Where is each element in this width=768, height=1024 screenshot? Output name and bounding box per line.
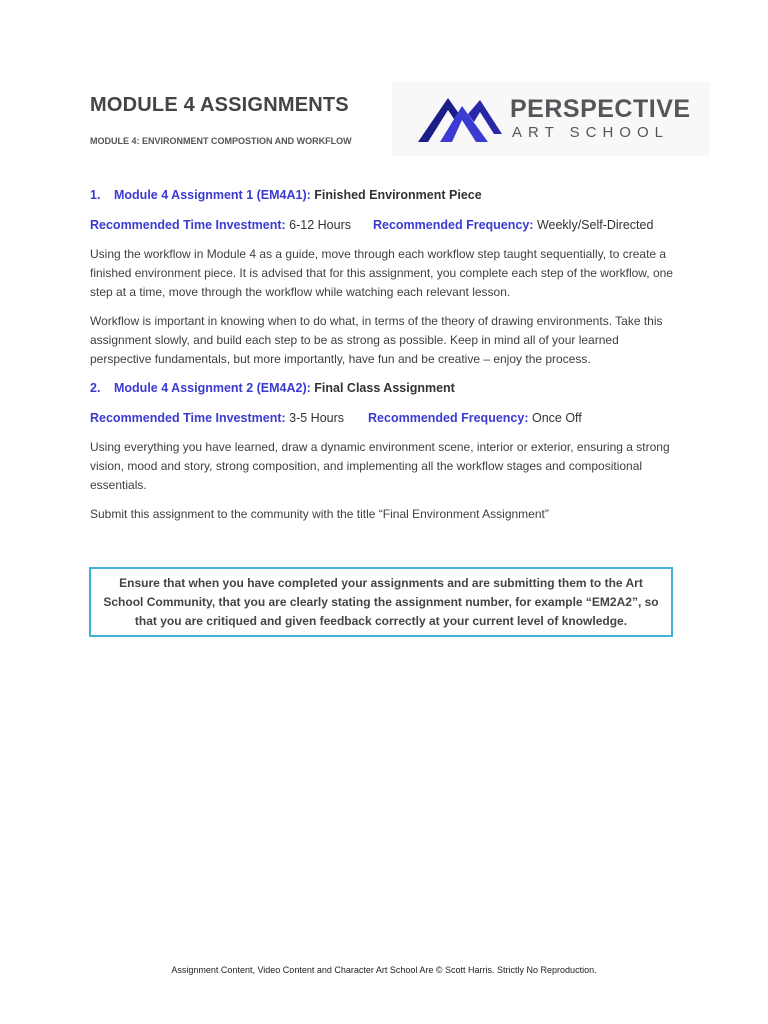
submission-notice-box bbox=[89, 567, 673, 637]
assignment-label: Module 4 Assignment 1 (EM4A1): bbox=[114, 188, 311, 202]
frequency-label: Recommended Frequency: bbox=[368, 411, 529, 425]
assignment-heading bbox=[90, 379, 680, 398]
assignment-meta bbox=[90, 409, 680, 428]
copyright-footer: Assignment Content, Video Content and Character Art School Are © Scott Harris. Strictly No Reproduction. bbox=[171, 965, 597, 975]
time-investment-value: 6-12 Hours bbox=[289, 218, 351, 232]
page-subtitle: MODULE 4: ENVIRONMENT COMPOSTION AND WORKFLOW bbox=[90, 136, 352, 146]
assignment-description: Using everything you have learned, draw a dynamic environment scene, interior or exterior, ensuring a strong vision, mood and story, strong composition, and implementing all the workflow stages and compositional essentials. bbox=[90, 440, 670, 492]
assignment-meta bbox=[90, 216, 680, 235]
assignment-title: Finished Environment Piece bbox=[314, 188, 482, 202]
assignment-title: Final Class Assignment bbox=[314, 381, 455, 395]
school-logo bbox=[392, 82, 710, 156]
assignment-number: 1. bbox=[90, 188, 101, 202]
logo-word-perspective: PERSPECTIVE bbox=[510, 95, 691, 123]
frequency-label: Recommended Frequency: bbox=[372, 218, 534, 232]
frequency-value: Weekly/Self-Directed bbox=[536, 218, 654, 232]
time-investment-label: Recommended Time Investment: bbox=[90, 218, 286, 232]
assignment-description: Using the workflow in Module 4 as a guide, move through each workflow step taught sequentially, to create a finished environment piece. It is advised that for this assignment, you complete each step of the workflow, one step at a time, move through the workflow while watching each relevant lesson. bbox=[90, 247, 673, 299]
page-title: MODULE 4 ASSIGNMENTS bbox=[90, 94, 349, 116]
time-investment-value: 3-5 Hours bbox=[289, 411, 345, 425]
frequency-value: Once Off bbox=[531, 411, 582, 425]
assignment-label: Module 4 Assignment 2 (EM4A2): bbox=[114, 381, 311, 395]
mountain-logo-icon bbox=[418, 92, 504, 144]
assignment-heading bbox=[90, 186, 680, 205]
assignment-description: Workflow is important in knowing when to do what, in terms of the theory of drawing environments. Take this assignment slowly, and build each step to be as strong as possible. Keep in mind all of your learned perspective fundamentals, but more importantly, have fun and be creative – enjoy the process. bbox=[90, 314, 663, 366]
assignment-submission-note: Submit this assignment to the community with the title “Final Environment Assignment” bbox=[90, 507, 549, 521]
assignment-list bbox=[90, 186, 680, 534]
logo-word-art-school: ART SCHOOL bbox=[512, 124, 669, 141]
assignment-number: 2. bbox=[90, 381, 101, 395]
time-investment-label: Recommended Time Investment: bbox=[90, 411, 286, 425]
submission-notice-text: Ensure that when you have completed your assignments and are submitting them to the Art School Community, that you are clearly stating the assignment number, for example “EM2A2”, so that you are critiqued and given feedback correctly at your current level of knowledge. bbox=[103, 575, 659, 628]
